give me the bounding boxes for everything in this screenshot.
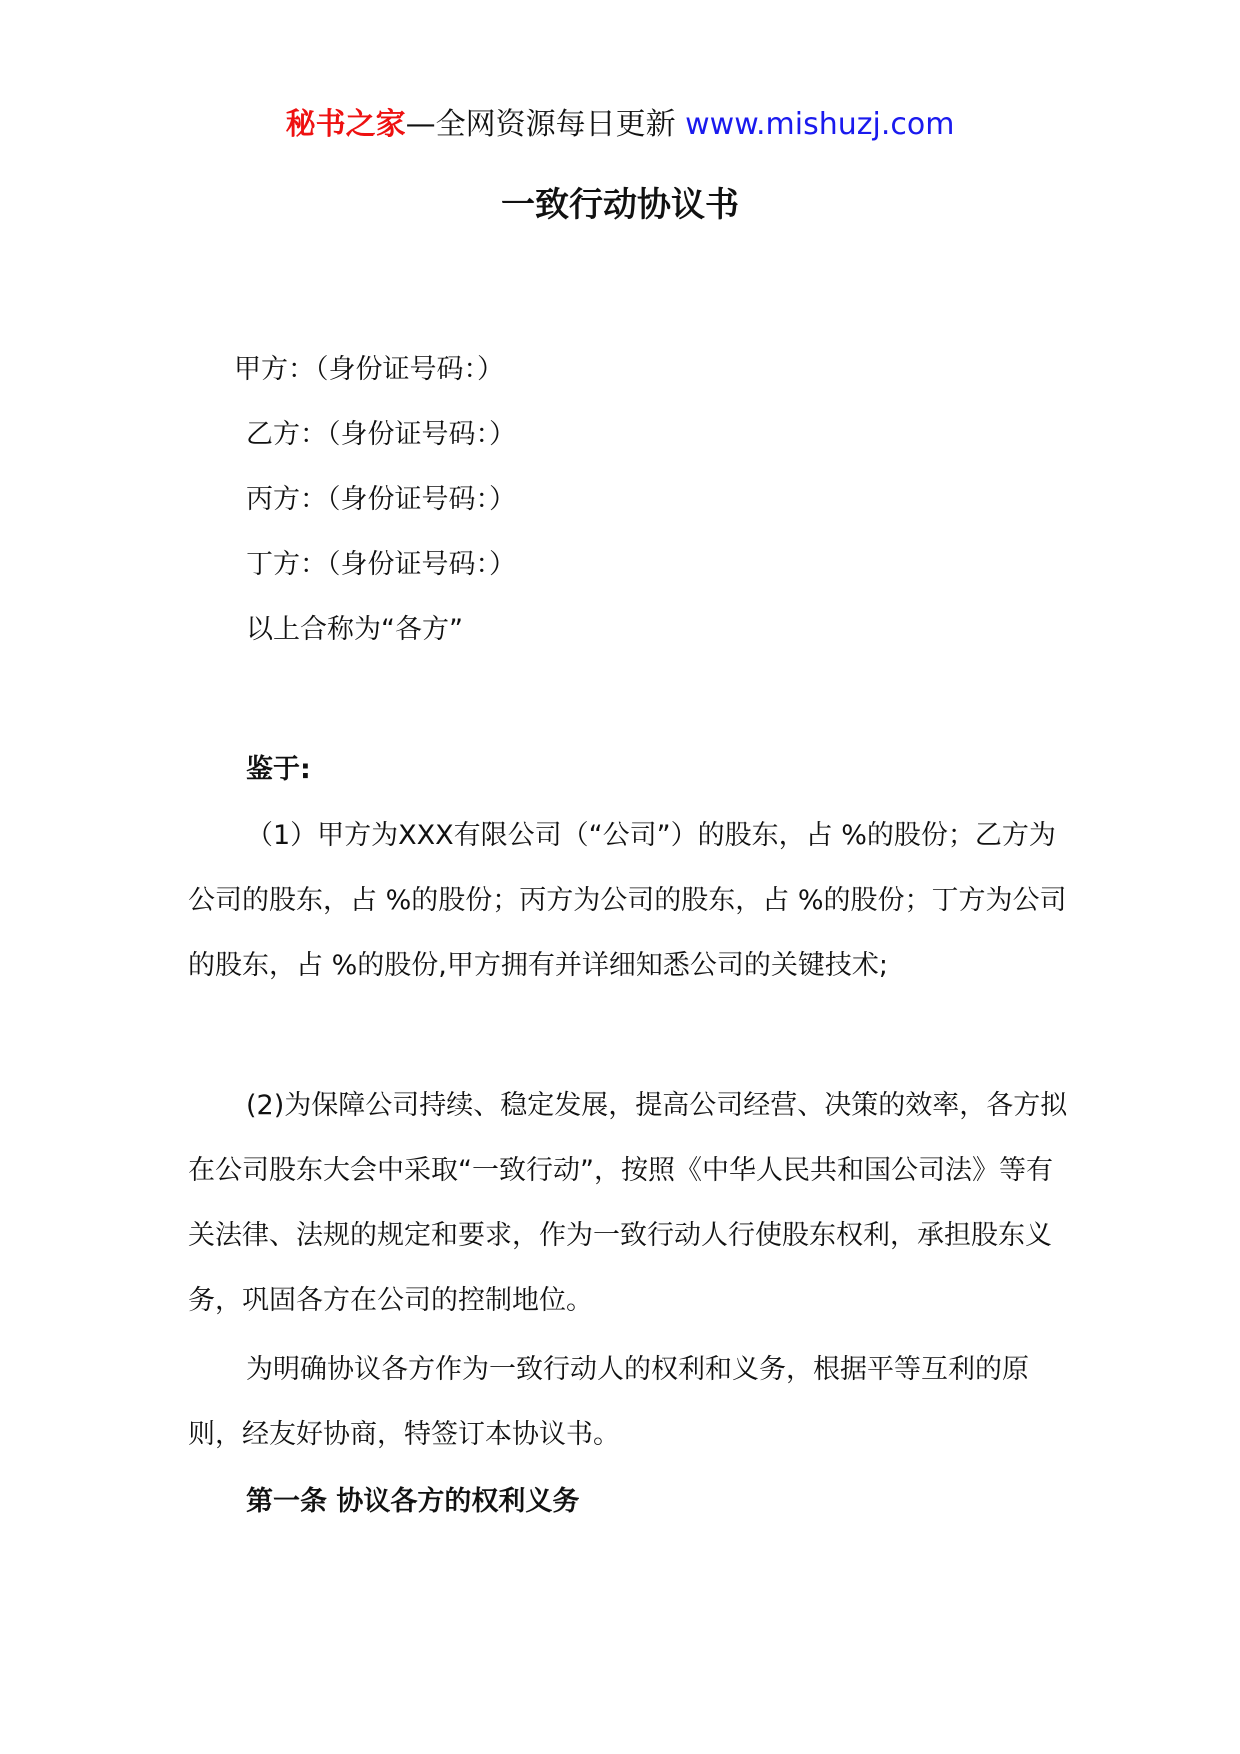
party-d-line: 丁方：（身份证号码：） (246, 549, 516, 580)
whereas-clause-2: (2)为保障公司持续、稳定发展，提高公司经营、决策的效率，各方拟在公司股东大会中采取“一致行动”，按照《中华人民共和国公司法》等有关法律、法规的规定和要求，作为一致行动人行使股东权利，承担股东义务，巩固各方在公司的控制地位。 (188, 1090, 1068, 1316)
collective-name-line: 以上合称为“各方” (246, 614, 463, 645)
purpose-paragraph: 为明确协议各方作为一致行动人的权利和义务，根据平等互利的原则，经友好协商，特签订本协议书。 (188, 1354, 1029, 1450)
party-c-line: 丙方：（身份证号码：） (246, 484, 516, 515)
whereas-heading: 鉴于: (246, 754, 311, 785)
brand-name: 秘书之家 (285, 107, 406, 142)
whereas-clause-1: （1）甲方为XXX有限公司（“公司”）的股东，占 %的股份；乙方为公司的股东，占 %的股份；丙方为公司的股东，占 %的股份；丁方为公司的股东，占 %的股份,甲方拥有并详细知悉公司的关键技术; (188, 820, 1067, 981)
site-url-link[interactable]: www.mishuzj.com (685, 107, 955, 142)
party-a-line: 甲方：（身份证号码：） (234, 354, 504, 385)
document-title: 一致行动协议书 (501, 185, 739, 225)
site-header (0, 100, 1240, 150)
article-1-heading: 第一条 协议各方的权利义务 (246, 1486, 580, 1517)
site-tagline: —全网资源每日更新 (405, 107, 676, 142)
party-b-line: 乙方：（身份证号码：） (246, 419, 516, 450)
